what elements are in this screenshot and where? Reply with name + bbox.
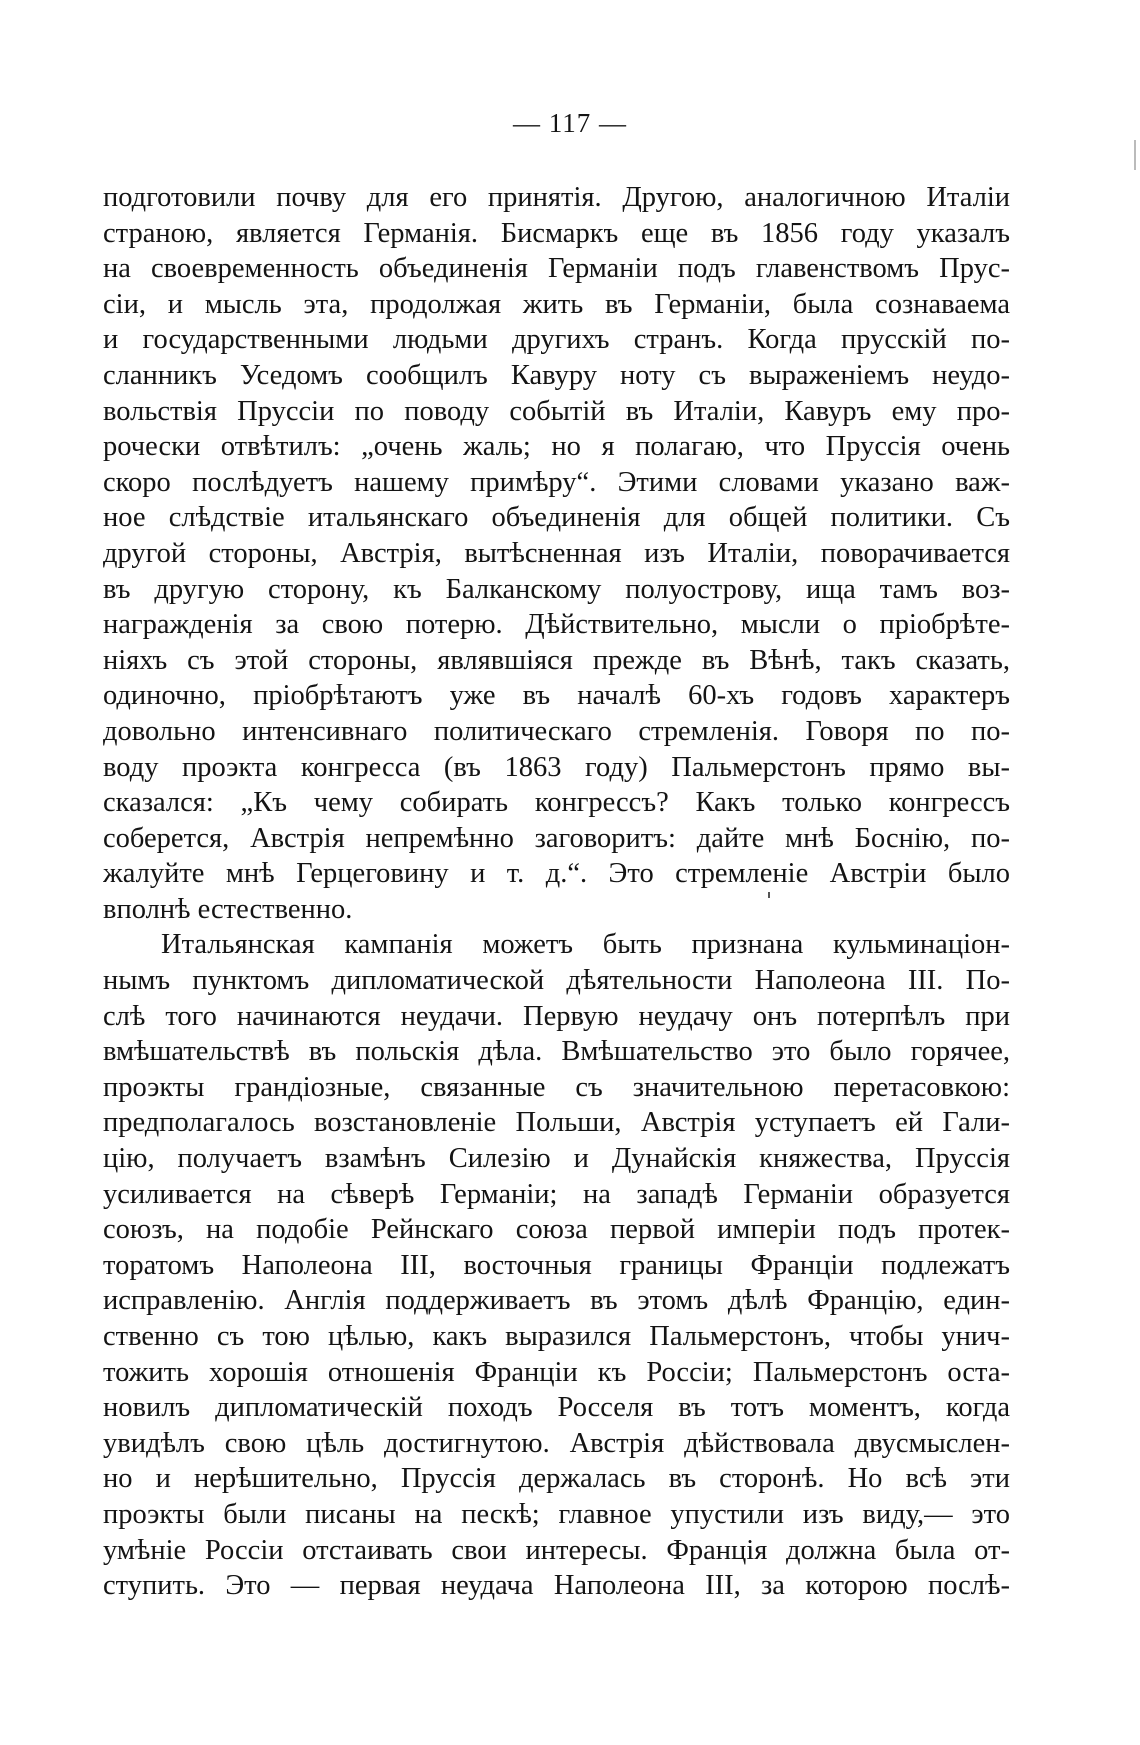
scan-speck — [768, 892, 770, 898]
text-line: нымъ пунктомъ дипломатической дѣятельности Наполеона III. По- — [103, 965, 1010, 997]
text-line: на своевременность объединенія Германіи подъ главенствомъ Прус- — [103, 253, 1010, 285]
text-line: усиливается на сѣверѣ Германіи; на западѣ Германіи образуется — [103, 1178, 1010, 1210]
text-line: вольствія Пруссіи по поводу событій въ Италіи, Кавуръ ему про- — [103, 395, 1010, 427]
text-line: скоро послѣдуетъ нашему примѣру“. Этими словами указано важ- — [103, 466, 1010, 498]
text-line: ступить. Это — первая неудача Наполеона III, за которою послѣ- — [103, 1570, 1010, 1602]
text-line: одиночно, пріобрѣтаютъ уже въ началѣ 60-хъ годовъ характеръ — [103, 680, 1010, 712]
text-line: довольно интенсивнаго политическаго стремленія. Говоря по по- — [103, 715, 1010, 747]
text-line: слѣ того начинаются неудачи. Первую неудачу онъ потерпѣлъ при — [103, 1000, 1010, 1032]
text-line: ственно съ тою цѣлью, какъ выразился Пальмерстонъ, чтобы унич- — [103, 1321, 1010, 1352]
body-text — [103, 180, 1010, 1604]
text-line: но и нерѣшительно, Пруссія держалась въ сторонѣ. Но всѣ эти — [103, 1463, 1010, 1495]
text-line: жалуйте мнѣ Герцеговину и т. д.“. Это стремленіе Австріи было — [103, 858, 1010, 890]
text-line: соберется, Австрія непремѣнно заговоритъ: дайте мнѣ Боснію, по- — [103, 822, 1010, 854]
text-line: вполнѣ естественно. — [103, 893, 353, 925]
text-line: новилъ дипломатическій походъ Росселя въ тотъ моментъ, когда — [103, 1392, 1010, 1424]
text-line: увидѣлъ свою цѣль достигнутою. Австрія дѣйствовала двусмыслен- — [103, 1427, 1010, 1459]
text-line: цію, получаетъ взамѣнъ Силезію и Дунайскія княжества, Пруссія — [103, 1143, 1010, 1175]
text-line: ніяхъ съ этой стороны, являвшіяся прежде въ Вѣнѣ, такъ сказать, — [103, 644, 1010, 676]
scan-speck — [1134, 140, 1136, 170]
text-line: Итальянская кампанія можетъ быть признана кульминаціон- — [161, 929, 1010, 961]
text-line: сланникъ Уседомъ сообщилъ Кавуру ноту съ выраженіемъ неудо- — [103, 359, 1010, 391]
text-line: въ другую сторону, къ Балканскому полуострову, ища тамъ воз- — [103, 573, 1010, 605]
text-line: сказался: „Къ чему собирать конгрессъ? Какъ только конгрессъ — [103, 787, 1010, 819]
text-line: награжденія за свою потерю. Дѣйствительно, мысли о пріобрѣте- — [103, 609, 1010, 641]
text-line: ное слѣдствіе итальянскаго объединенія для общей политики. Съ — [103, 502, 1010, 534]
paragraph-2 — [103, 927, 1010, 1603]
paragraph-1 — [103, 180, 1010, 927]
text-line: другой стороны, Австрія, вытѣсненная изъ Италіи, поворачивается — [103, 537, 1010, 569]
text-line: исправленію. Англія поддерживаетъ въ этомъ дѣлѣ Францію, един- — [103, 1285, 1010, 1317]
text-line: страною, является Германія. Бисмаркъ еще въ 1856 году указалъ — [103, 217, 1010, 249]
text-line: проэкты грандіозные, связанные съ значительною перетасовкою: — [103, 1071, 1010, 1103]
text-line: рочески отвѣтилъ: „очень жаль; но я полагаю, что Пруссія очень — [103, 431, 1010, 463]
text-line: воду проэкта конгресса (въ 1863 году) Пальмерстонъ прямо вы- — [103, 751, 1010, 783]
text-line: вмѣшательствѣ въ польскія дѣла. Вмѣшательство это было горячее, — [103, 1036, 1010, 1068]
text-line: проэкты были писаны на пескѣ; главное упустили изъ виду,— это — [103, 1498, 1010, 1530]
text-line: и государственными людьми другихъ странъ. Когда прусскій по- — [103, 324, 1010, 356]
text-line: союзъ, на подобіе Рейнскаго союза первой имперіи подъ протек- — [103, 1214, 1010, 1246]
text-line: сіи, и мысль эта, продолжая жить въ Германіи, была сознаваема — [103, 288, 1010, 320]
text-line: тожить хорошія отношенія Франціи къ Россіи; Пальмерстонъ оста- — [103, 1356, 1010, 1388]
text-line: торатомъ Наполеона III, восточныя границы Франціи подлежатъ — [103, 1249, 1010, 1281]
text-line: предполагалось возстановленіе Польши, Австрія уступаетъ ей Гали- — [103, 1107, 1010, 1139]
text-line: умѣніе Россіи отстаивать свои интересы. Франція должна была от- — [103, 1534, 1010, 1566]
text-line: подготовили почву для его принятія. Другою, аналогичною Италіи — [103, 182, 1010, 213]
page-number: — 117 — — [513, 108, 627, 138]
